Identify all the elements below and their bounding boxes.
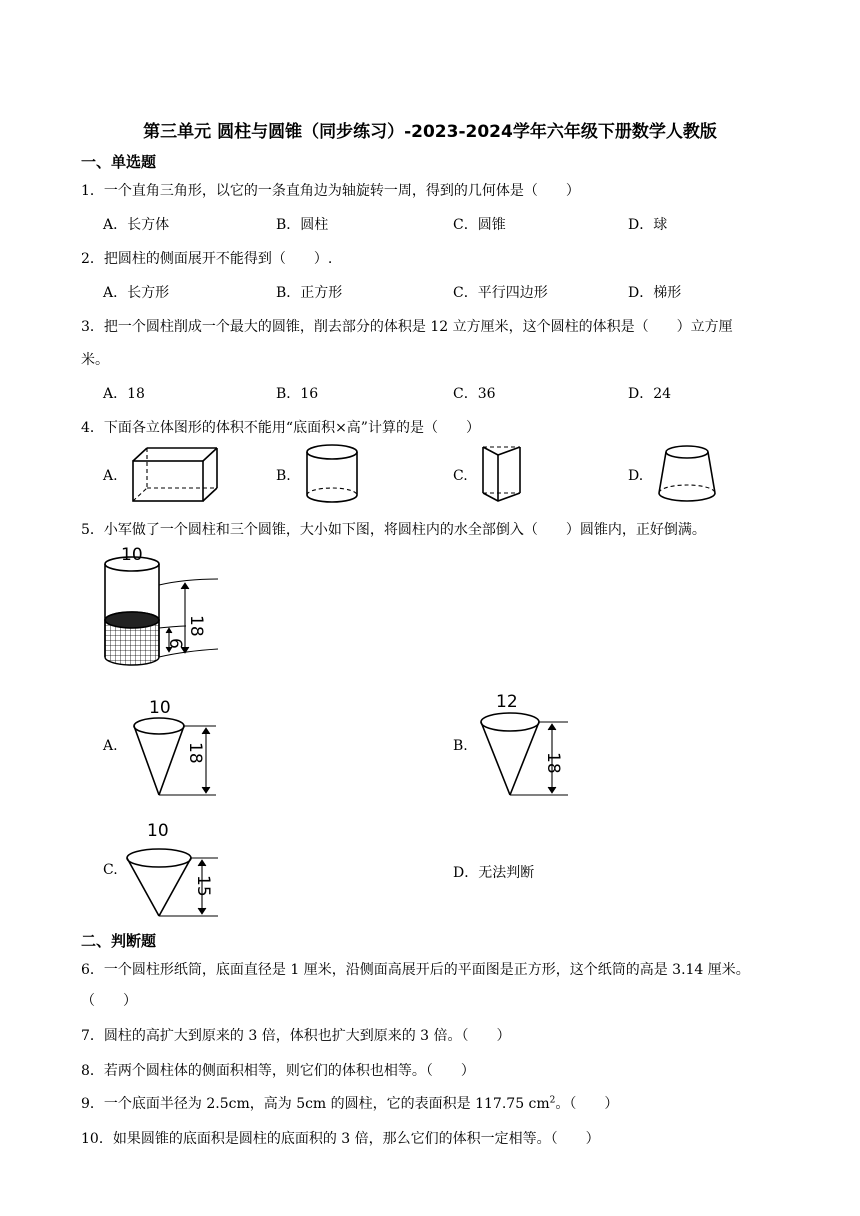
cone-a-figure xyxy=(126,692,226,802)
question-3-option-c[interactable]: C．36 xyxy=(453,386,496,402)
question-4-text: 4．下面各立体图形的体积不能用“底面积×高”计算的是（ ） xyxy=(81,420,480,436)
question-2-option-c[interactable]: C．平行四边形 xyxy=(453,285,548,301)
question-2-option-d[interactable]: D．梯形 xyxy=(628,285,682,301)
cylinder-icon xyxy=(304,443,364,507)
question-3-option-d[interactable]: D．24 xyxy=(628,386,672,402)
frustum-icon xyxy=(656,443,720,507)
question-3-option-a[interactable]: A．18 xyxy=(103,386,145,402)
question-1-option-a[interactable]: A．长方体 xyxy=(103,217,170,233)
question-6-text-cont: （ ） xyxy=(81,993,137,1009)
cone-b-height-label: 18 xyxy=(543,752,563,774)
cylinder-height-label: 18 xyxy=(186,615,206,637)
question-9-text xyxy=(81,1093,618,1113)
cone-c-height-label: 15 xyxy=(193,875,213,897)
question-2-text: 2．把圆柱的侧面展开不能得到（ ）. xyxy=(81,251,333,267)
question-1-option-d[interactable]: D．球 xyxy=(628,217,668,233)
question-3-option-b[interactable]: B．16 xyxy=(276,386,319,402)
question-4-option-d[interactable]: D. xyxy=(628,468,644,484)
question-10-text: 10．如果圆锥的底面积是圆柱的底面积的 3 倍，那么它们的体积一定相等。（ ） xyxy=(81,1131,600,1147)
cylinder-diameter-label: 10 xyxy=(121,545,143,565)
question-8-text: 8．若两个圆柱体的侧面积相等，则它们的体积也相等。（ ） xyxy=(81,1063,475,1079)
question-4-option-c[interactable]: C. xyxy=(453,468,468,484)
question-9-text-main: 9．一个底面半径为 2.5cm，高为 5cm 的圆柱，它的表面积是 117.75 cm xyxy=(81,1096,550,1112)
question-1-option-b[interactable]: B．圆柱 xyxy=(276,217,329,233)
cuboid-icon xyxy=(130,445,220,505)
cone-c-diameter-label: 10 xyxy=(147,821,169,841)
cone-c-figure xyxy=(118,818,228,920)
question-4-option-b[interactable]: B. xyxy=(276,468,291,484)
question-9-text-end: 。（ ） xyxy=(555,1096,619,1112)
question-7-text: 7．圆柱的高扩大到原来的 3 倍，体积也扩大到原来的 3 倍。（ ） xyxy=(81,1028,511,1044)
cylinder-water-label: 6 xyxy=(165,638,185,649)
question-5-option-b[interactable]: B. xyxy=(453,738,468,754)
question-5-option-a[interactable]: A. xyxy=(103,738,118,754)
question-5-option-c[interactable]: C. xyxy=(103,862,118,878)
section-heading-true-false: 二、判断题 xyxy=(81,932,157,950)
question-4-option-a[interactable]: A. xyxy=(103,468,118,484)
cone-a-diameter-label: 10 xyxy=(149,698,171,718)
question-2-option-a[interactable]: A．长方形 xyxy=(103,285,170,301)
question-3-text-cont: 米。 xyxy=(81,352,109,368)
triangular-prism-icon xyxy=(480,443,530,507)
cone-b-diameter-label: 12 xyxy=(496,692,518,712)
cylinder-water-figure xyxy=(100,545,230,670)
cone-b-figure xyxy=(476,687,576,802)
question-1-option-c[interactable]: C．圆锥 xyxy=(453,217,506,233)
question-5-text: 5．小军做了一个圆柱和三个圆锥，大小如下图，将圆柱内的水全部倒入（ ）圆锥内，正好倒满。 xyxy=(81,522,706,538)
cone-a-height-label: 18 xyxy=(185,742,205,764)
question-3-text: 3．把一个圆柱削成一个最大的圆锥，削去部分的体积是 12 立方厘米，这个圆柱的体积是（ ）立方厘 xyxy=(81,319,733,335)
question-5-option-d[interactable]: D．无法判断 xyxy=(453,865,535,881)
section-heading-single-choice: 一、单选题 xyxy=(81,153,157,171)
question-6-text: 6．一个圆柱形纸筒，底面直径是 1 厘米，沿侧面高展开后的平面图是正方形，这个纸筒的高是 3.14 厘米。 xyxy=(81,962,750,978)
question-1-text: 1．一个直角三角形，以它的一条直角边为轴旋转一周，得到的几何体是（ ） xyxy=(81,183,580,199)
page-title: 第三单元 圆柱与圆锥（同步练习）-2023-2024学年六年级下册数学人教版 xyxy=(143,122,717,142)
question-2-option-b[interactable]: B．正方形 xyxy=(276,285,343,301)
question-9-superscript: 2 xyxy=(549,1095,556,1106)
